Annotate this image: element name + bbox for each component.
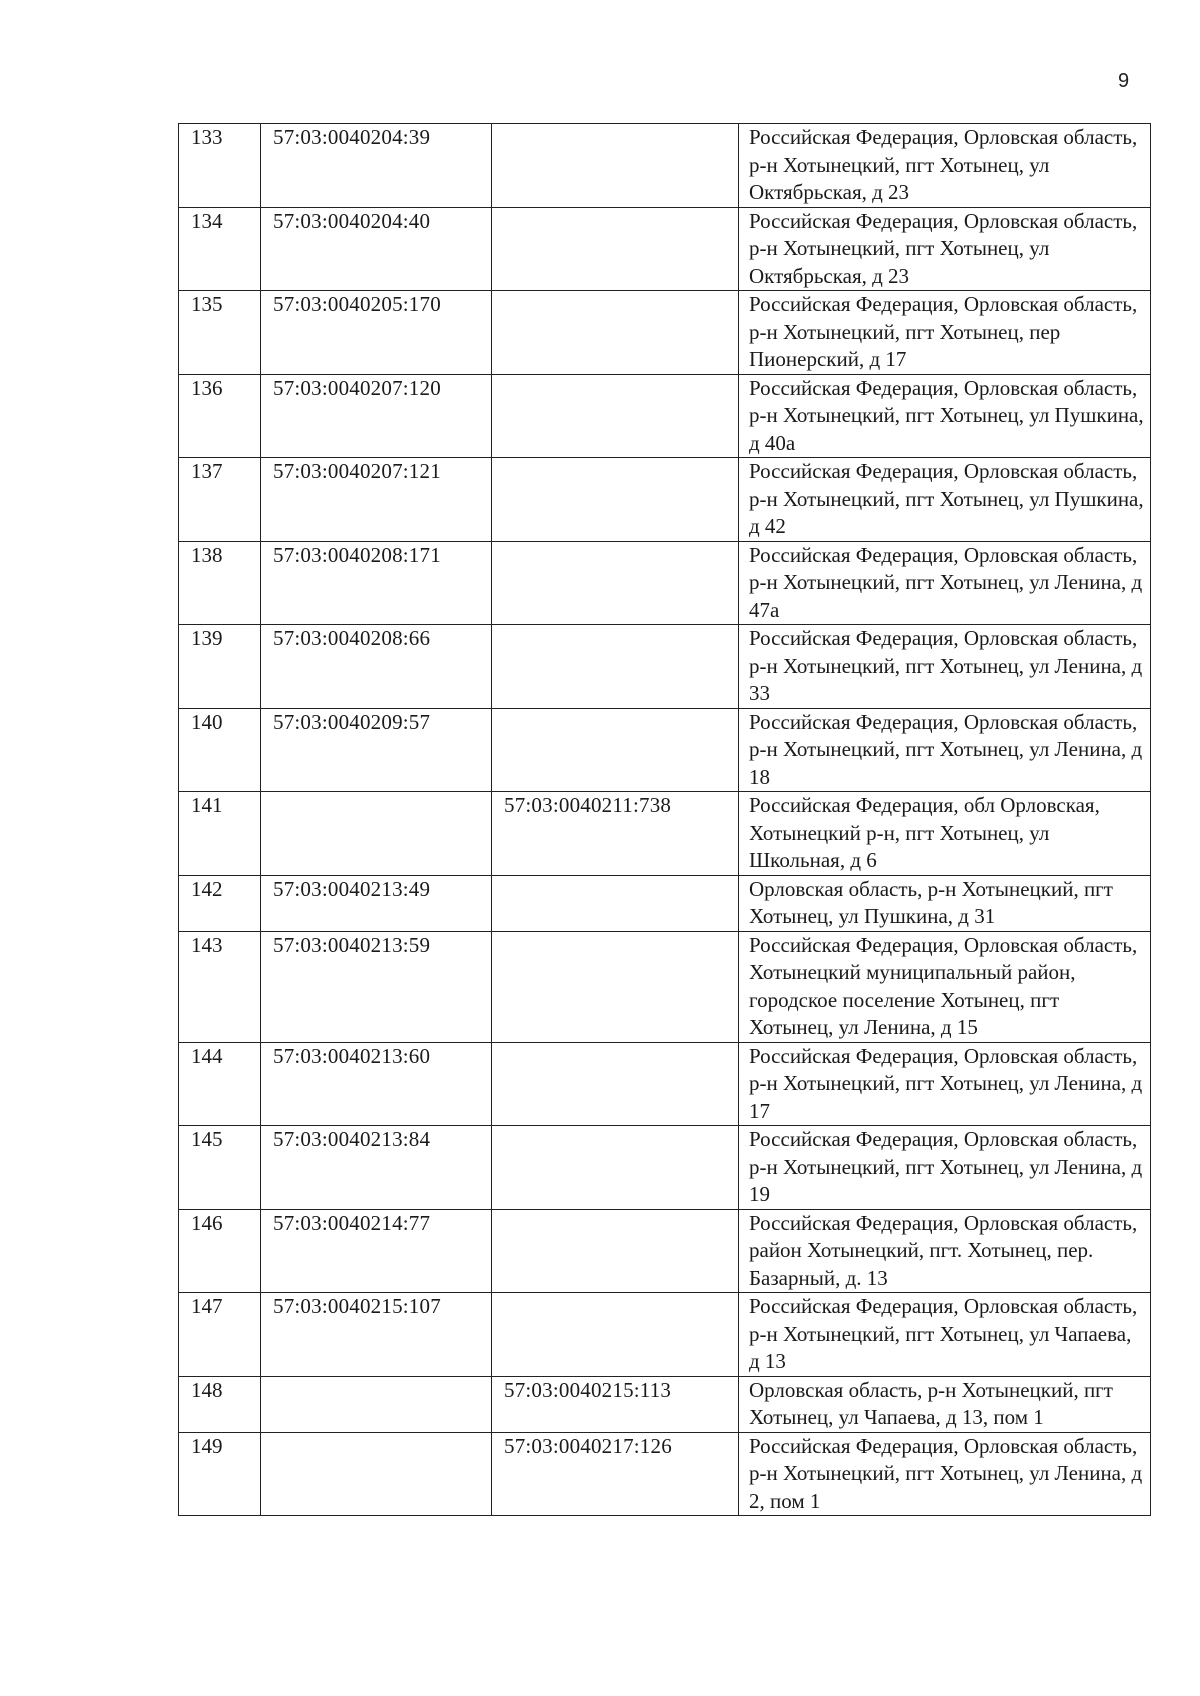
cadastral-number-building: 57:03:0040213:49 [261, 875, 492, 931]
cadastral-number-premises: 57:03:0040211:738 [492, 792, 739, 876]
cadastral-number-building: 57:03:0040209:57 [261, 708, 492, 792]
row-number: 134 [179, 207, 261, 291]
table-row [179, 1432, 1151, 1516]
cadastral-number-premises [492, 931, 739, 1042]
cadastral-number-premises [492, 875, 739, 931]
cadastral-number-building: 57:03:0040213:84 [261, 1126, 492, 1210]
table-row [179, 1126, 1151, 1210]
cadastral-number-premises [492, 1209, 739, 1293]
address-cell: Российская Федерация, Орловская область, район Хотынецкий, пгт. Хотынец, пер. Базарный, д. 13 [739, 1209, 1151, 1293]
row-number: 143 [179, 931, 261, 1042]
table-row [179, 708, 1151, 792]
cadastral-number-building: 57:03:0040208:171 [261, 541, 492, 625]
cadastral-number-building: 57:03:0040207:121 [261, 458, 492, 542]
row-number: 140 [179, 708, 261, 792]
table-row [179, 207, 1151, 291]
cadastral-number-premises [492, 124, 739, 208]
cadastral-number-building: 57:03:0040208:66 [261, 625, 492, 709]
address-cell: Российская Федерация, Орловская область, р-н Хотынецкий, пгт Хотынец, ул Октябрьская, д 23 [739, 124, 1151, 208]
row-number: 139 [179, 625, 261, 709]
table-row [179, 1293, 1151, 1377]
row-number: 148 [179, 1376, 261, 1432]
address-cell: Российская Федерация, обл Орловская, Хотынецкий р-н, пгт Хотынец, ул Школьная, д 6 [739, 792, 1151, 876]
cadastral-number-building: 57:03:0040214:77 [261, 1209, 492, 1293]
cadastral-number-premises [492, 1042, 739, 1126]
address-cell: Российская Федерация, Орловская область, Хотынецкий муниципальный район, городское поселение Хотынец, пгт Хотынец, ул Ленина, д 15 [739, 931, 1151, 1042]
row-number: 137 [179, 458, 261, 542]
table-row [179, 458, 1151, 542]
cadastral-number-building: 57:03:0040204:40 [261, 207, 492, 291]
cadastral-number-building [261, 1432, 492, 1516]
cadastral-number-building: 57:03:0040207:120 [261, 374, 492, 458]
cadastral-number-building: 57:03:0040213:59 [261, 931, 492, 1042]
address-cell: Орловская область, р-н Хотынецкий, пгт Хотынец, ул Пушкина, д 31 [739, 875, 1151, 931]
cadastral-number-premises [492, 458, 739, 542]
row-number: 135 [179, 291, 261, 375]
table-row [179, 792, 1151, 876]
cadastral-number-premises: 57:03:0040217:126 [492, 1432, 739, 1516]
cadastral-number-premises [492, 1126, 739, 1210]
address-cell: Российская Федерация, Орловская область, р-н Хотынецкий, пгт Хотынец, ул Чапаева, д 13 [739, 1293, 1151, 1377]
table-row [179, 541, 1151, 625]
address-cell: Российская Федерация, Орловская область, р-н Хотынецкий, пгт Хотынец, пер Пионерский, д 17 [739, 291, 1151, 375]
row-number: 145 [179, 1126, 261, 1210]
registry-table [178, 123, 1151, 1516]
row-number: 142 [179, 875, 261, 931]
address-cell: Российская Федерация, Орловская область, р-н Хотынецкий, пгт Хотынец, ул Октябрьская, д 23 [739, 207, 1151, 291]
cadastral-number-premises [492, 374, 739, 458]
table-row [179, 1042, 1151, 1126]
cadastral-number-building: 57:03:0040205:170 [261, 291, 492, 375]
cadastral-number-premises [492, 541, 739, 625]
cadastral-number-building [261, 1376, 492, 1432]
cadastral-number-premises [492, 708, 739, 792]
address-cell: Российская Федерация, Орловская область, р-н Хотынецкий, пгт Хотынец, ул Ленина, д 17 [739, 1042, 1151, 1126]
address-cell: Орловская область, р-н Хотынецкий, пгт Хотынец, ул Чапаева, д 13, пом 1 [739, 1376, 1151, 1432]
cadastral-number-building: 57:03:0040215:107 [261, 1293, 492, 1377]
address-cell: Российская Федерация, Орловская область, р-н Хотынецкий, пгт Хотынец, ул Ленина, д 2, пом 1 [739, 1432, 1151, 1516]
row-number: 146 [179, 1209, 261, 1293]
cadastral-number-building: 57:03:0040213:60 [261, 1042, 492, 1126]
row-number: 147 [179, 1293, 261, 1377]
table-row [179, 931, 1151, 1042]
table-row [179, 374, 1151, 458]
row-number: 149 [179, 1432, 261, 1516]
address-cell: Российская Федерация, Орловская область, р-н Хотынецкий, пгт Хотынец, ул Пушкина, д 40а [739, 374, 1151, 458]
row-number: 133 [179, 124, 261, 208]
row-number: 136 [179, 374, 261, 458]
table-row [179, 1376, 1151, 1432]
cadastral-number-building: 57:03:0040204:39 [261, 124, 492, 208]
row-number: 144 [179, 1042, 261, 1126]
table-row [179, 875, 1151, 931]
registry-table-body [179, 124, 1151, 1516]
cadastral-number-premises: 57:03:0040215:113 [492, 1376, 739, 1432]
cadastral-number-premises [492, 1293, 739, 1377]
row-number: 141 [179, 792, 261, 876]
table-row [179, 124, 1151, 208]
address-cell: Российская Федерация, Орловская область, р-н Хотынецкий, пгт Хотынец, ул Ленина, д 18 [739, 708, 1151, 792]
row-number: 138 [179, 541, 261, 625]
address-cell: Российская Федерация, Орловская область, р-н Хотынецкий, пгт Хотынец, ул Ленина, д 19 [739, 1126, 1151, 1210]
address-cell: Российская Федерация, Орловская область, р-н Хотынецкий, пгт Хотынец, ул Ленина, д 33 [739, 625, 1151, 709]
table-row [179, 1209, 1151, 1293]
table-row [179, 291, 1151, 375]
cadastral-number-premises [492, 625, 739, 709]
page-number: 9 [1118, 70, 1130, 92]
cadastral-number-building [261, 792, 492, 876]
cadastral-number-premises [492, 207, 739, 291]
address-cell: Российская Федерация, Орловская область, р-н Хотынецкий, пгт Хотынец, ул Ленина, д 47а [739, 541, 1151, 625]
address-cell: Российская Федерация, Орловская область, р-н Хотынецкий, пгт Хотынец, ул Пушкина, д 42 [739, 458, 1151, 542]
cadastral-number-premises [492, 291, 739, 375]
table-row [179, 625, 1151, 709]
